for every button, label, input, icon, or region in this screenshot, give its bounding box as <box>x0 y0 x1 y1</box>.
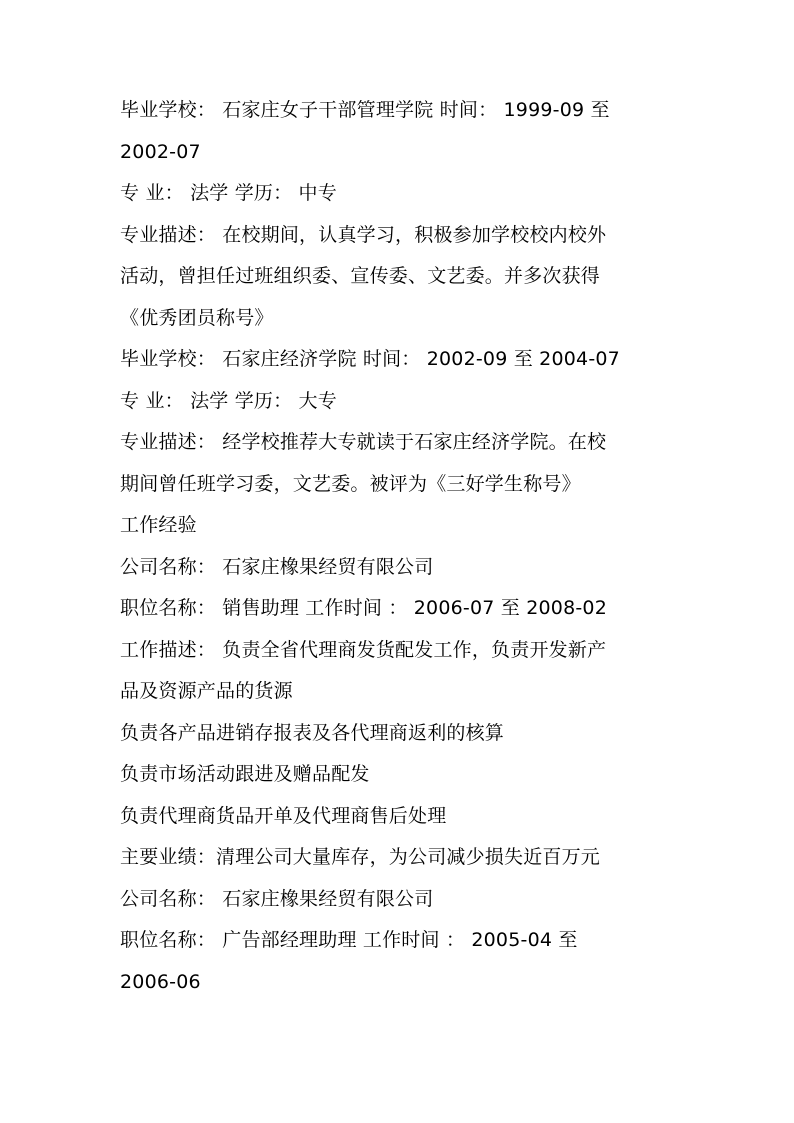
text-line: 品及资源产品的货源 <box>120 680 293 702</box>
text-line: 专业描述： 在校期间，认真学习，积极参加学校校内校外 <box>120 223 607 246</box>
text-line: 2002-07 <box>120 140 201 163</box>
text-line: 负责代理商货品开单及代理商售后处理 <box>120 804 447 827</box>
text-line: 2006-06 <box>120 970 201 993</box>
text-line: 公司名称： 石家庄橡果经贸有限公司 <box>120 887 434 910</box>
text-line: 《优秀团员称号》 <box>120 306 274 329</box>
text-line: 负责各产品进销存报表及各代理商返利的核算 <box>120 721 505 744</box>
document-page <box>120 90 680 1003</box>
text-line: 期间曾任班学习委，文艺委。被评为《三好学生称号》 <box>120 472 581 495</box>
text-line: 职位名称： 广告部经理助理 工作时间 ： 2005-04 至 <box>120 929 578 951</box>
text-line: 公司名称： 石家庄橡果经贸有限公司 <box>120 555 434 578</box>
text-line: 专 业： 法学 学历： 中专 <box>120 182 337 204</box>
section-heading: 工作经验 <box>120 514 197 536</box>
text-line: 主要业绩：清理公司大量库存，为公司减少损失近百万元 <box>120 846 601 868</box>
text-line: 工作描述： 负责全省代理商发货配发工作，负责开发新产 <box>120 638 607 661</box>
text-line: 毕业学校： 石家庄女子干部管理学院 时间： 1999-09 至 <box>120 99 610 121</box>
text-line: 负责市场活动跟进及赠品配发 <box>120 763 370 785</box>
text-line: 专 业： 法学 学历： 大专 <box>120 389 337 412</box>
text-line: 活动，曾担任过班组织委、宣传委、文艺委。并多次获得 <box>120 265 601 287</box>
text-line: 专业描述： 经学校推荐大专就读于石家庄经济学院。在校 <box>120 431 607 453</box>
text-line: 毕业学校： 石家庄经济学院 时间： 2002-09 至 2004-07 <box>120 348 620 370</box>
text-line: 职位名称： 销售助理 工作时间 ： 2006-07 至 2008-02 <box>120 597 608 619</box>
